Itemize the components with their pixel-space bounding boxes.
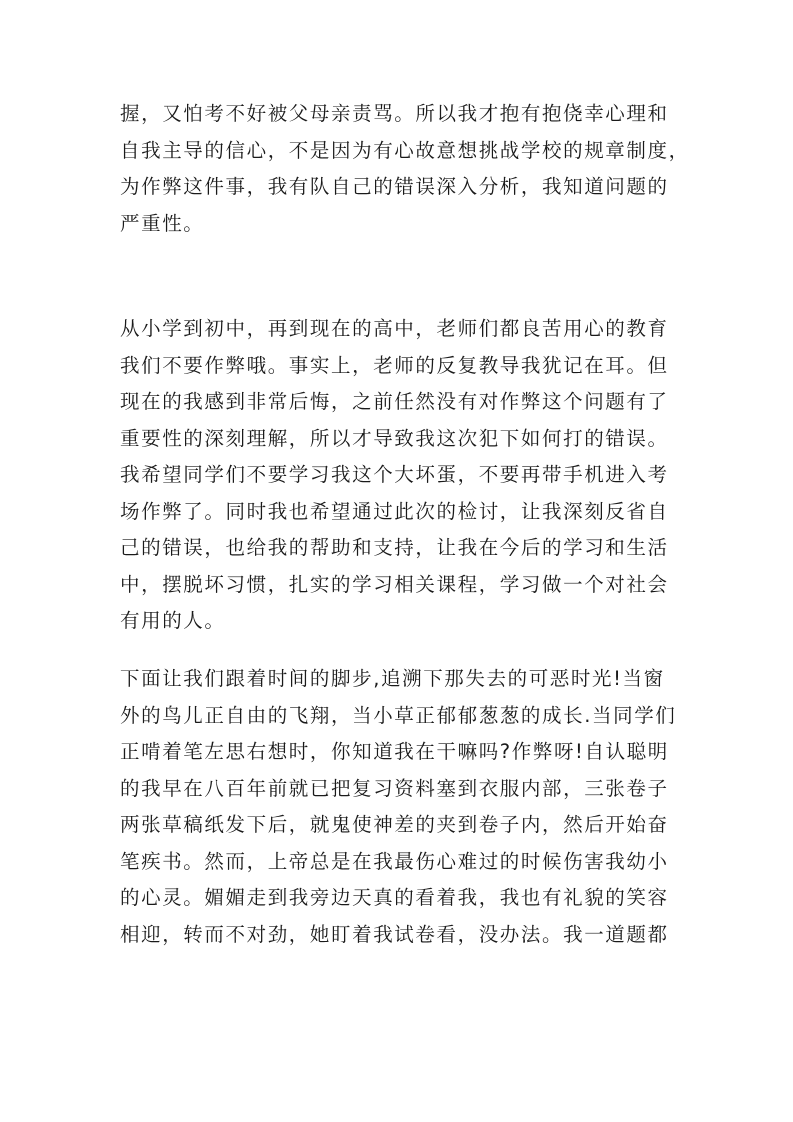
text-line: 两张草稿纸发下后，就鬼使神差的夹到卷子内，然后开始奋 (120, 813, 669, 836)
text-line: 中，摆脱坏习惯，扎实的学习相关课程，学习做一个对社会 (120, 572, 669, 596)
text-line: 的我早在八百年前就已把复习资料塞到衣服内部，三张卷子 (120, 776, 669, 800)
text-line: 的心灵。媚媚走到我旁边天真的看着我，我也有礼貌的笑容 (120, 886, 669, 909)
text-line: 握，又怕考不好被父母亲责骂。所以我才抱有抱侥幸心理和 (120, 102, 669, 125)
text-line: 我希望同学们不要学习我这个大坏蛋，不要再带手机进入考 (120, 463, 669, 486)
text-line: 有用的人。 (120, 609, 226, 632)
text-line: 己的错误，也给我的帮助和支持，让我在今后的学习和生活 (120, 536, 669, 559)
paragraph-1 (120, 96, 690, 242)
text-line: 外的鸟儿正自由的飞翔，当小草正郁郁葱葱的成长.当同学们 (120, 703, 677, 727)
paragraph-3 (120, 661, 680, 953)
text-line: 下面让我们跟着时间的脚步,追溯下那失去的可恶时光!当窗 (120, 667, 665, 690)
text-line: 笔疾书。然而，上帝总是在我最伤心难过的时候伤害我幼小 (120, 849, 669, 873)
text-line: 自我主导的信心，不是因为有心故意想挑战学校的规章制度， (120, 138, 690, 162)
text-line: 严重性。 (120, 211, 205, 235)
text-line: 我们不要作弊哦。事实上，老师的反复教导我犹记在耳。但 (120, 353, 669, 377)
paragraph-2 (120, 311, 680, 640)
text-line: 现在的我感到非常后悔，之前任然没有对作弊这个问题有了 (120, 390, 669, 413)
text-line: 正啃着笔左思右想时，你知道我在干嘛吗?作弊呀!自认聪明 (120, 740, 669, 763)
text-line: 为作弊这件事，我有队自己的错误深入分析，我知道问题的 (120, 175, 669, 198)
text-line: 场作弊了。同时我也希望通过此次的检讨，让我深刻反省自 (120, 499, 669, 523)
text-line: 从小学到初中，再到现在的高中，老师们都良苦用心的教育 (120, 317, 669, 340)
text-line: 相迎，转而不对劲，她盯着我试卷看，没办法。我一道题都 (120, 922, 669, 946)
text-line: 重要性的深刻理解，所以才导致我这次犯下如何打的错误。 (120, 426, 669, 450)
